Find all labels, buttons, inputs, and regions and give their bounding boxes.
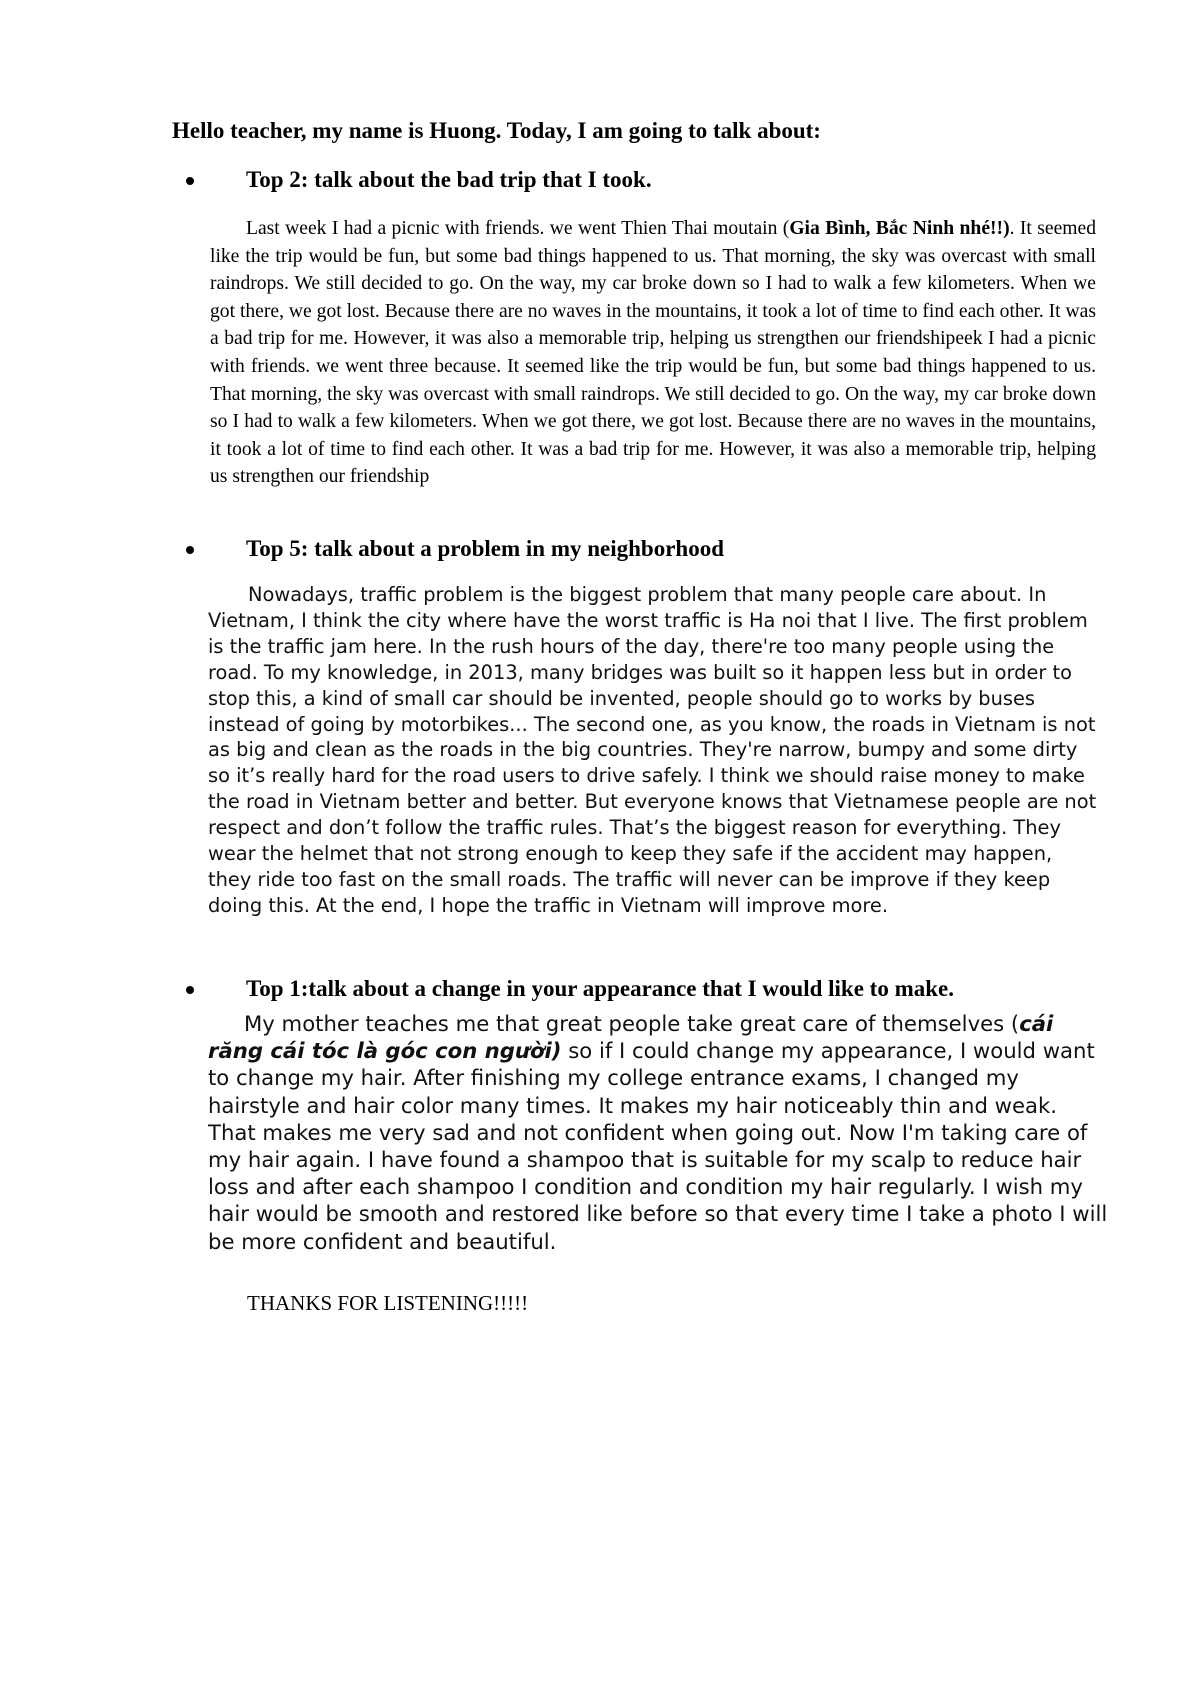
topic-body-appearance-change bbox=[208, 1010, 1108, 1255]
bullet-icon bbox=[186, 177, 194, 185]
topic-heading-text: Top 2: talk about the bad trip that I took. bbox=[246, 167, 652, 192]
topic-heading-text: Top 5: talk about a problem in my neighborhood bbox=[246, 536, 725, 561]
intro-line: Hello teacher, my name is Huong. Today, I am going to talk about: bbox=[172, 118, 821, 143]
closing-line: THANKS FOR LISTENING!!!!! bbox=[247, 1291, 529, 1315]
appearance-text-start: My mother teaches me that great people take great care of themselves ( bbox=[244, 1011, 1020, 1036]
topic-body-bad-trip bbox=[210, 215, 1096, 491]
topic-heading-top5 bbox=[203, 536, 1103, 562]
neighborhood-problem-text: Nowadays, traffic problem is the biggest problem that many people care about. In Vietnam, I think the city where have the worst traffic is Ha noi that I live. The first problem is the traffic jam here. In the rush hours of the day, there're too many people using the road. To my knowledge, in 2013, many bridges was built so it happen less but in order to stop this, a kind of small car should be invented, people should go to works by buses instead of going by motorbikes... The second one, as you know, the roads in Vietnam is not as big and clean as the roads in the big countries. They're narrow, bumpy and some dirty so it’s really hard for the road users to drive safely. I think we should raise money to make the road in Vietnam better and better. But everyone knows that Vietnamese people are not respect and don’t follow the traffic rules. That’s the biggest reason for everything. They wear the helmet that not strong enough to keep they safe if the accident may happen, they ride too fast on the small roads. The traffic will never can be improve if they keep doing this. At the end, I hope the traffic in Vietnam will improve more. bbox=[208, 583, 1097, 917]
bullet-icon bbox=[186, 546, 194, 554]
topic-heading-top1 bbox=[203, 976, 1103, 1002]
bad-trip-text-rest: . It seemed like the trip would be fun, but some bad things happened to us. That morning, the sky was overcast with small raindrops. We still decided to go. On the way, my car broke down so I had to walk a few kilometers. When we got there, we got lost. Because there are no waves in the mountains, it took a lot of time to find each other. It was a bad trip for me. However, it was also a memorable trip, helping us strengthen our friendshipeek I had a picnic with friends. we went three because. It seemed like the trip would be fun, but some bad things happened to us. That morning, the sky was overcast with small raindrops. We still decided to go. On the way, my car broke down so I had to walk a few kilometers. When we got there, we got lost. Because there are no waves in the mountains, it took a lot of time to find each other. It was a bad trip for me. However, it was also a memorable trip, helping us strengthen our friendship bbox=[210, 218, 1097, 488]
topic-heading-text: Top 1:talk about a change in your appearance that I would like to make. bbox=[246, 976, 954, 1001]
bullet-icon bbox=[186, 986, 194, 994]
vietnamese-proverb: cái răng cái tóc là góc con người) bbox=[208, 1011, 1054, 1064]
topic-body-neighborhood-problem bbox=[208, 582, 1098, 919]
appearance-text-rest: so if I could change my appearance, I would want to change my hair. After finishing my college entrance exams, I changed my hairstyle and hair color many times. It makes my hair noticeably thin and weak. That makes me very sad and not confident when going out. Now I'm taking care of my hair again. I have found a shampoo that is suitable for my scalp to reduce hair loss and after each shampoo I condition and condition my hair regularly. I wish my hair would be smooth and restored like before so that every time I take a photo I will be more confident and beautiful. bbox=[208, 1038, 1108, 1254]
topic-heading-top2 bbox=[203, 167, 1103, 193]
bad-trip-location-bold: Gia Bình, Bắc Ninh nhé!!) bbox=[789, 218, 1010, 239]
bad-trip-text-start: Last week I had a picnic with friends. we went Thien Thai moutain ( bbox=[246, 218, 790, 239]
